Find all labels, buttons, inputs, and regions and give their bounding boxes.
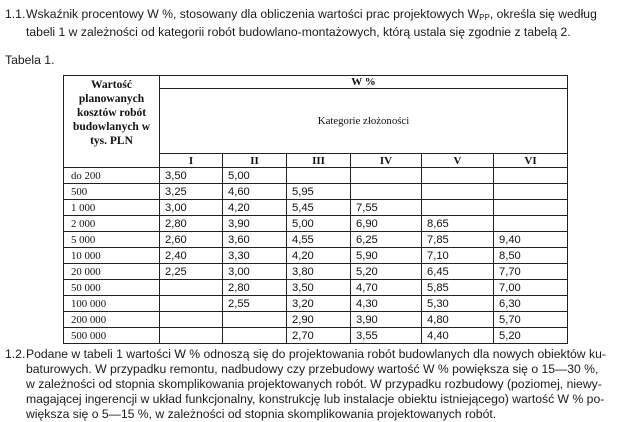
value-cell: 7,10 (422, 248, 494, 264)
value-cell: 3,55 (351, 328, 422, 344)
column-header: II (223, 154, 287, 168)
row-label: 500 (64, 184, 160, 200)
table-row (64, 248, 568, 264)
value-cell: 5,90 (351, 248, 422, 264)
paragraph-number: 1.2. (5, 347, 26, 361)
value-cell: 3,00 (160, 200, 223, 216)
value-cell: 7,70 (494, 264, 568, 280)
group-header: W % (160, 76, 568, 89)
value-cell: 2,90 (287, 312, 351, 328)
table-row (64, 200, 568, 216)
column-header: I (160, 154, 223, 168)
paragraph-line: w zależności od stopnia skomplikowania projektowanych robót. W przypadku rozbudowy (poziomej, niewy- (26, 377, 602, 391)
value-cell: 3,50 (287, 280, 351, 296)
row-header-cell (64, 76, 160, 168)
column-header: V (422, 154, 494, 168)
paragraph-1-2 (5, 347, 617, 422)
value-cell: 6,30 (494, 296, 568, 312)
value-cell: 6,45 (422, 264, 494, 280)
paragraph-1-1 (5, 7, 617, 40)
value-cell: 3,90 (223, 216, 287, 232)
value-cell: 2,80 (160, 216, 223, 232)
value-cell: 3,25 (160, 184, 223, 200)
table-row (64, 168, 568, 184)
row-header-line: tys. PLN (90, 135, 133, 147)
value-cell: 3,90 (351, 312, 422, 328)
column-header: III (287, 154, 351, 168)
table-row (64, 216, 568, 232)
paragraph-line: Podane w tabeli 1 wartości W % odnoszą się do projektowania robót budowlanych dla nowych obiektów ku- (26, 347, 606, 361)
value-cell: 5,00 (223, 168, 287, 184)
value-cell: 4,60 (223, 184, 287, 200)
table-row (64, 312, 568, 328)
row-label: do 200 (64, 168, 160, 184)
value-cell (494, 168, 568, 184)
table-row (64, 232, 568, 248)
table-row (64, 328, 568, 344)
value-cell: 6,25 (351, 232, 422, 248)
value-cell: 5,45 (287, 200, 351, 216)
row-label: 5 000 (64, 232, 160, 248)
column-header: IV (351, 154, 422, 168)
row-header-line: kosztów robót (76, 107, 147, 119)
value-cell: 5,70 (494, 312, 568, 328)
cost-percentage-table (63, 75, 568, 344)
value-cell: 2,55 (223, 296, 287, 312)
value-cell: 4,55 (287, 232, 351, 248)
row-label: 500 000 (64, 328, 160, 344)
value-cell: 4,20 (287, 248, 351, 264)
value-cell: 4,80 (422, 312, 494, 328)
value-cell (160, 280, 223, 296)
value-cell: 4,20 (223, 200, 287, 216)
sub-header: Kategorie złożoności (160, 89, 568, 154)
row-header-line: budowlanych w (72, 121, 150, 133)
value-cell: 2,60 (160, 232, 223, 248)
value-cell: 3,50 (160, 168, 223, 184)
value-cell: 8,65 (422, 216, 494, 232)
row-label: 10 000 (64, 248, 160, 264)
value-cell (351, 184, 422, 200)
table-row (64, 184, 568, 200)
row-label: 100 000 (64, 296, 160, 312)
value-cell: 7,00 (494, 280, 568, 296)
value-cell (160, 312, 223, 328)
value-cell: 3,30 (223, 248, 287, 264)
paragraph-line: magającej ingerencji w układ funkcjonalny, konstrukcję lub instalacje obiektu istniejącego) wartość W % po- (26, 392, 605, 406)
value-cell (160, 328, 223, 344)
value-cell (351, 168, 422, 184)
table-caption: Tabela 1. (5, 53, 55, 67)
value-cell (287, 168, 351, 184)
value-cell (494, 184, 568, 200)
paragraph-number: 1.1. (5, 7, 26, 21)
value-cell: 7,85 (422, 232, 494, 248)
value-cell: 6,90 (351, 216, 422, 232)
value-cell: 5,20 (494, 328, 568, 344)
value-cell: 5,95 (287, 184, 351, 200)
row-header-line: planowanych (78, 93, 145, 105)
value-cell: 3,80 (287, 264, 351, 280)
table-row (64, 280, 568, 296)
column-header: VI (494, 154, 568, 168)
value-cell: 4,70 (351, 280, 422, 296)
value-cell: 5,85 (422, 280, 494, 296)
value-cell (160, 296, 223, 312)
value-cell: 3,20 (287, 296, 351, 312)
subscript: PP (479, 13, 490, 22)
paragraph-line: Wskaźnik procentowy W %, stosowany dla obliczenia wartości prac projektowych $W_{PP}$, określa się według (26, 7, 597, 22)
value-cell: 5,30 (422, 296, 494, 312)
value-cell: 8,50 (494, 248, 568, 264)
paragraph-line: tabeli 1 w zależności od kategorii robót budowlano-montażowych, którą ustala się zgodnie z tabelą 2. (26, 25, 571, 39)
row-label: 200 000 (64, 312, 160, 328)
row-header-line: Wartość (91, 79, 132, 91)
row-label: 1 000 (64, 200, 160, 216)
value-cell (223, 328, 287, 344)
value-cell: 2,70 (287, 328, 351, 344)
paragraph-line: baturowych. W przypadku remontu, nadbudowy czy przebudowy wartość W % powiększa się o 15—30 %, (26, 362, 599, 376)
row-label: 50 000 (64, 280, 160, 296)
value-cell (422, 168, 494, 184)
value-cell (422, 184, 494, 200)
value-cell: 5,00 (287, 216, 351, 232)
value-cell: 4,30 (351, 296, 422, 312)
value-cell: 7,55 (351, 200, 422, 216)
value-cell (494, 216, 568, 232)
table-row (64, 296, 568, 312)
value-cell: 2,25 (160, 264, 223, 280)
value-cell (422, 200, 494, 216)
value-cell: 9,40 (494, 232, 568, 248)
row-label: 2 000 (64, 216, 160, 232)
paragraph-line: większa się o 5—15 %, w zależności od stopnia skomplikowania projektowanych robót. (26, 407, 497, 421)
value-cell (494, 200, 568, 216)
value-cell (223, 312, 287, 328)
value-cell: 2,80 (223, 280, 287, 296)
value-cell: 4,40 (422, 328, 494, 344)
value-cell: 5,20 (351, 264, 422, 280)
value-cell: 2,40 (160, 248, 223, 264)
table-row (64, 264, 568, 280)
row-label: 20 000 (64, 264, 160, 280)
value-cell: 3,60 (223, 232, 287, 248)
value-cell: 3,00 (223, 264, 287, 280)
